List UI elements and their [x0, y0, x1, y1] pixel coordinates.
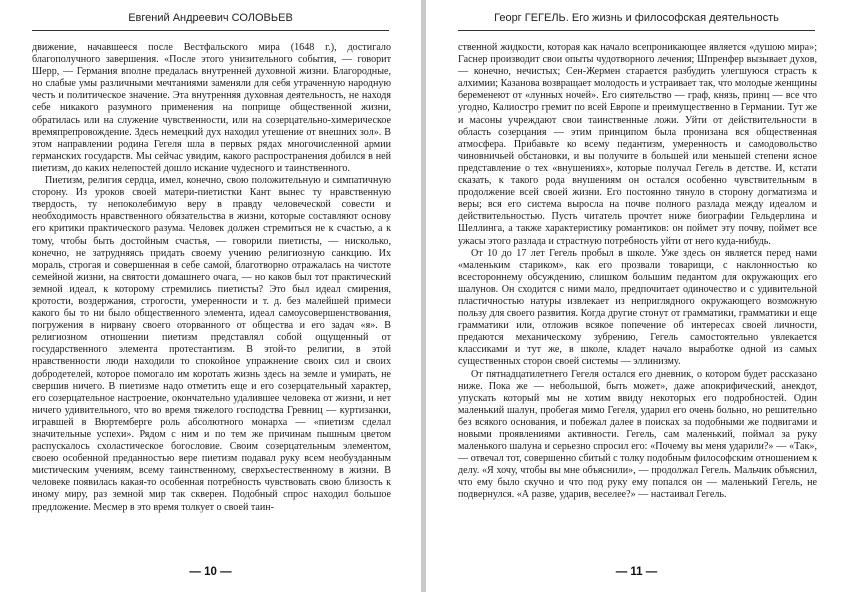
- paragraph: Пиетизм, религия сердца, имел, конечно, свою положительную и симпатичную сторону. Из уроков своей матери-пиетистки Кант вынес ту нравственную твердость, ту непоколебимую веру в правду человеческой совести и необходимость нравственного обязательства в жизни, которые составляют основу его критики практического разума. Человек должен стремиться не к счастью, а к тому, чтобы быть достойным счастья, — говорили пиетисты, — нисколько, конечно, не затрудняясь придать своему учению религиозную санкцию. Их мораль, строгая и совершенная в себе самой, благотворно отражалась на чистоте семейной жизни, на святости домашнего очага, — но каков был тот практический земной идеал, к которому стремились пиетисты? Это был идеал смирения, кротости, воздержания, строгости, умеренности и т. д. без малейшей примеси какого бы то ни было общественного элемента, идеал самоусовершенствования, погружения в нирвану своего оторванного от общества и его задач «я». В религиозном отношении пиетизм представлял собой ощущенный от государственного элемента протестантизм. В этой-то религии, в этой нравственности люди находили то спокойное упражнение своих сил и своих добродетелей, которое помогало им коротать жизнь здесь на земле и умирать, не свершив ничего. В пиетизме надо отметить еще и его созерцательный характер, его созерцательное настроение, окончательно удалившее человека от жизни, и нет ничего удивительного, что во время тяжелого господства Гревниц — куртизанки, игравшей в Вюртемберге роль абсолютного монарха — «пиетизм сделал значительные успехи». Рядом с ним и по тем же причинам пышным цветом распускалось схоластическое богословие. Своим созерцательным элементом, своею особенной преданностью вере пиетизм подавал руку всем необузданным мистическим учениям, всему таинственному, сверхъестественному в жизни. В человеке появилась какая-то особенная потребность чувствовать свою близость к иному миру, раз земной мир так скверен. Подобный спрос находил большое предложение. Месмер в это время толкует о своей таин-: [32, 175, 391, 513]
- right-page: [426, 0, 847, 592]
- paragraph: От пятнадцатилетнего Гегеля остался его дневник, о котором будет рассказано ниже. Пока же — небольшой, быть может», даже апокрифический, анекдот, упускать который мы не хотим ввиду некоторых его подробностей. Один маленький шалун, пробегая мимо Гегеля, ударил его очень больно, но решительно без всякого основания, и побежал далее в поисках за подобными же подвигами и новыми проявлениями активности. Гегель, сам маленький, поймал за руку маленького шалуна и серьезно спросил его: «Почему вы меня ударили?» — «Так», — отвечал тот, совершенно сбитый с толку подобным философским отношением к делу. «Я хочу, чтобы вы мне объяснили», — продолжал Гегель. Мальчик объяснил, что ему было скучно и что под руку ему попался он — маленький Гегель, не подвернулся. «А разве, ударив, веселее?» — настаивал Гегель.: [458, 368, 817, 501]
- left-page: [0, 0, 421, 592]
- right-page-number: — 11 —: [615, 566, 658, 578]
- paragraph: От 10 до 17 лет Гегель пробыл в школе. Уже здесь он является перед нами «маленьким стариком», как его прозвали товарищи, с наклонностью ко всестороннему обсуждению, слишком большим педантом для окружающих его шалунов. Он сходится с ними мало, предпочитает одиночество и с удивительной пластичностью натуры извлекает из неприглядного окружающего возможную пользу для своего развития. Когда другие стонут от грамматики, грамматики и еще грамматики или, отложив всякое попечение об интересах своей личности, предаются механическому зубрению, Гегель самостоятельно увлекается классиками и тут же, в школе, кладет начало выработке одной из самых существенных сторон своей системы — эллинизму.: [458, 247, 817, 368]
- paragraph: ственной жидкости, которая как начало всепроникающее является «душою мира»; Гаснер производит свои опыты чудотворного лечения; Шпренфер вызывает духов, — конечно, нечистых; Сен-Жермен старается разбудить улегшуюся страсть к алхимии; Казанова возвращает молодость и устраивает так, что молодые женщины беременеют от «лунных ночей». Его сиятельство — граф, князь, принц — все что угодно, Калиостро гремит по всей Европе и преимущественно в Германии. Тут же и масоны учреждают свои таинственные ложи. Уйти от действительности в область созерцания — этим принципом была пронизана вся общественная атмосфера. Прибавьте ко всему педантизм, умеренность и самодовольство чиновничьей обстановки, и вы получите в большей или меньшей степени ясное представление о тех «внушениях», которые получал Гегель в детстве. И, кстати сказать, к такого рода внушениям он остался особенно чувствительным в продолжение всей своей жизни. Его постоянно тянуло в сторону догматизма и веры; вся его система выросла на почве полного разлада между идеалом и действительностью. Пусть читатель прочтет ниже биографии Гельдерлина и Шеллинга, а также характеристику романтиков: он поймет эту почву, поймет все ужасы этого разлада и страстную потребность уйти от него куда-нибудь.: [458, 42, 817, 247]
- paragraph: движение, начавшееся после Вестфальского мира (1648 г.), достигало благополучного завершения. «После этого унизительного события, — говорит Шерр, — Германия вполне предалась внутренней духовной жизни. Благородные, но слабые умы различными мечтаниями заменяли для себя утраченную народную честь и политическое значение. Эта внутренняя духовная деятельность, не находя себе никакого разумного применения на поприще общественной жизни, обратилась или на служение чувственности, или на созерцательно-химерическое времяпрепровождение. Здесь немецкий дух находил утешение от внешних зол». В этом направлении родина Гегеля шла в первых рядах многочисленной армии германских государств. Мы сейчас увидим, какого распространения добился в ней пиетизм, до каких нелепостей дошло искание чудесного и таинственного.: [32, 42, 391, 174]
- left-page-number: — 10 —: [189, 566, 232, 578]
- left-running-head: Евгений Андреевич СОЛОВЬЕВ: [32, 12, 389, 31]
- right-running-head: Георг ГЕГЕЛЬ. Его жизнь и философская деятельность: [458, 12, 815, 31]
- right-page-text: [458, 42, 817, 502]
- left-page-text: [32, 42, 391, 514]
